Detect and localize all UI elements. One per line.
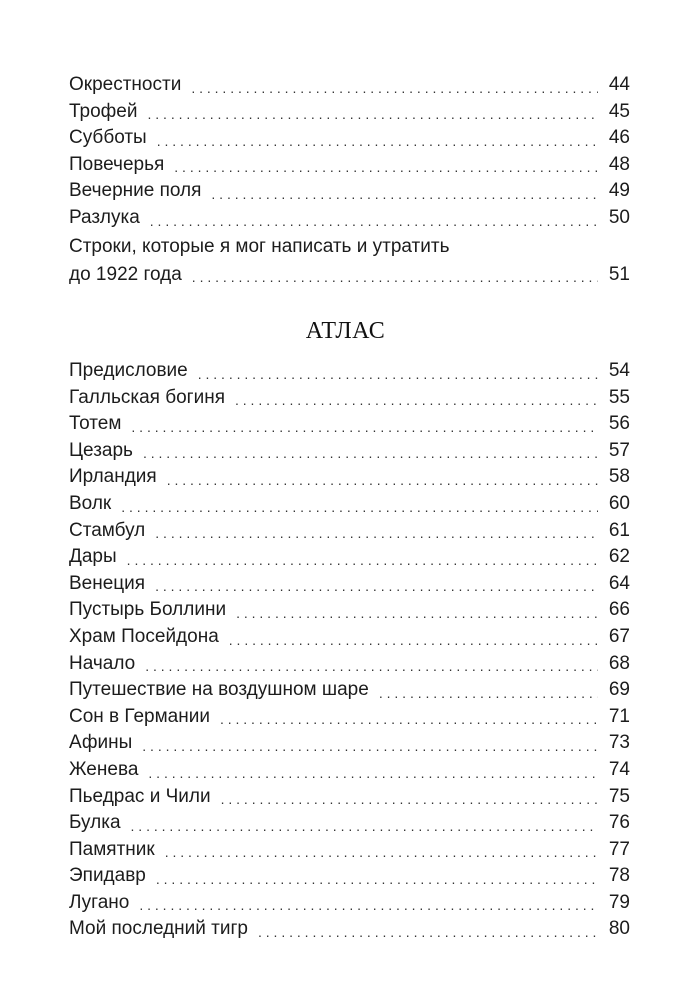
toc-entry-page: 76 [608,812,630,834]
toc-entry-page: 45 [608,100,630,122]
toc-entry [69,438,630,465]
toc-entry [69,152,630,179]
dot-leader [155,522,598,544]
toc-entry [69,385,630,412]
dot-leader [258,921,598,943]
toc-entry [69,178,630,205]
toc-entry [69,784,630,811]
toc-entry-title: Субботы [69,127,147,149]
toc-entry-title: Повечерья [69,153,165,175]
dot-leader [157,130,598,152]
toc-entry [69,99,630,126]
toc-entry-page: 69 [608,679,630,701]
toc-entry-page: 66 [608,599,630,621]
toc-entry-title: Трофей [69,100,138,122]
toc-entry [69,730,630,757]
dot-leader [148,762,598,784]
toc-entry-page: 58 [608,466,630,488]
toc-entry-title: Разлука [69,206,140,228]
dot-leader [174,156,598,178]
toc-entry [69,411,630,438]
toc-entry-page: 64 [608,572,630,594]
toc-entry-title: Волк [69,492,112,514]
toc-entry [69,863,630,890]
toc-entry-page: 57 [608,439,630,461]
toc-entry-title-line2: до 1922 года [69,263,182,285]
toc-entry-title: Мой последний тигр [69,918,248,940]
toc-entry-page: 56 [608,413,630,435]
dot-leader [156,868,598,890]
toc-entry [69,597,630,624]
dot-leader [143,442,598,464]
toc-entry-title: Вечерние поля [69,180,202,202]
toc-entry [69,651,630,678]
toc-entry-page: 79 [608,891,630,913]
toc-entry-title: Женева [69,758,139,780]
toc-entry-title: Тотем [69,413,122,435]
toc-entry [69,464,630,491]
toc-entry-page: 73 [608,732,630,754]
toc-entry [69,837,630,864]
dot-leader [235,389,598,411]
toc-entry-page: 71 [608,705,630,727]
dot-leader [139,894,598,916]
dot-leader [220,708,598,730]
toc-entry-title: Начало [69,652,136,674]
dot-leader [131,416,598,438]
toc-entry-title: Ирландия [69,466,157,488]
toc-entry [69,757,630,784]
toc-entry [69,571,630,598]
dot-leader [167,469,598,491]
toc-entry-title: Булка [69,812,121,834]
toc-section-atlas [69,358,630,943]
toc-entry-page: 67 [608,625,630,647]
toc-entry-title: Галльская богиня [69,386,225,408]
toc-entry [69,624,630,651]
toc-entry-long [69,232,630,289]
toc-entry-title: Афины [69,732,133,754]
dot-leader [127,549,598,571]
toc-entry-page: 61 [608,519,630,541]
toc-entry-title: Сон в Германии [69,705,210,727]
toc-entry [69,810,630,837]
toc-entry-title: Путешествие на воздушном шаре [69,679,369,701]
toc-entry [69,491,630,518]
toc-entry-page: 80 [608,918,630,940]
toc-entry-title: Памятник [69,838,155,860]
dot-leader [131,815,598,837]
dot-leader [229,629,598,651]
toc-entry [69,677,630,704]
dot-leader [211,183,598,205]
toc-entry [69,205,630,232]
dot-leader [221,788,598,810]
toc-entry [69,890,630,917]
toc-entry-title: Лугано [69,891,130,913]
toc-entry-page: 46 [608,127,630,149]
toc-entry [69,72,630,99]
toc-entry-page: 62 [608,546,630,568]
toc-entry-title: Эпидавр [69,865,146,887]
toc-entry-title: Пустырь Боллини [69,599,227,621]
section-heading: АТЛАС [305,318,386,344]
dot-leader [150,210,598,232]
toc-entry-title-line1: Строки, которые я мог написать и утратить [69,235,450,257]
toc-entry-page: 74 [608,758,630,780]
toc-entry-page: 44 [608,74,630,95]
toc-entry-page: 77 [608,838,630,860]
toc-entry-page: 60 [608,492,630,514]
toc-entry [69,544,630,571]
dot-leader [379,682,598,704]
toc-entry-title: Цезарь [69,439,133,461]
toc-entry-title: Стамбул [69,519,146,541]
toc-entry [69,518,630,545]
toc-entry-page: 51 [608,263,630,285]
dot-leader [192,266,598,288]
dot-leader [155,575,598,597]
toc-entry-page: 54 [608,360,630,381]
toc-entry-title: Окрестности [69,74,182,95]
toc-entry-page: 68 [608,652,630,674]
dot-leader [142,735,598,757]
toc-entry-title: Дары [69,546,117,568]
dot-leader [165,841,598,863]
toc-entry-page: 55 [608,386,630,408]
toc-entry-page: 50 [608,206,630,228]
dot-leader [191,77,598,99]
toc-entry-page: 78 [608,865,630,887]
toc-entry [69,125,630,152]
toc-entry-page: 49 [608,180,630,202]
dot-leader [145,655,598,677]
dot-leader [121,496,598,518]
toc-entry [69,916,630,943]
toc-entry-title: Предисловие [69,360,188,381]
dot-leader [198,363,598,385]
toc-section-previous [69,72,630,288]
toc-entry-page: 48 [608,153,630,175]
toc-entry [69,358,630,385]
toc-entry-page: 75 [608,785,630,807]
toc-entry-title: Венеция [69,572,146,594]
dot-leader [236,602,598,624]
toc-entry [69,704,630,731]
toc-entry-title-line2-row [69,262,630,289]
toc-entry-title: Пьедрас и Чили [69,785,211,807]
toc-entry-title: Храм Посейдона [69,625,219,647]
dot-leader [148,103,599,125]
